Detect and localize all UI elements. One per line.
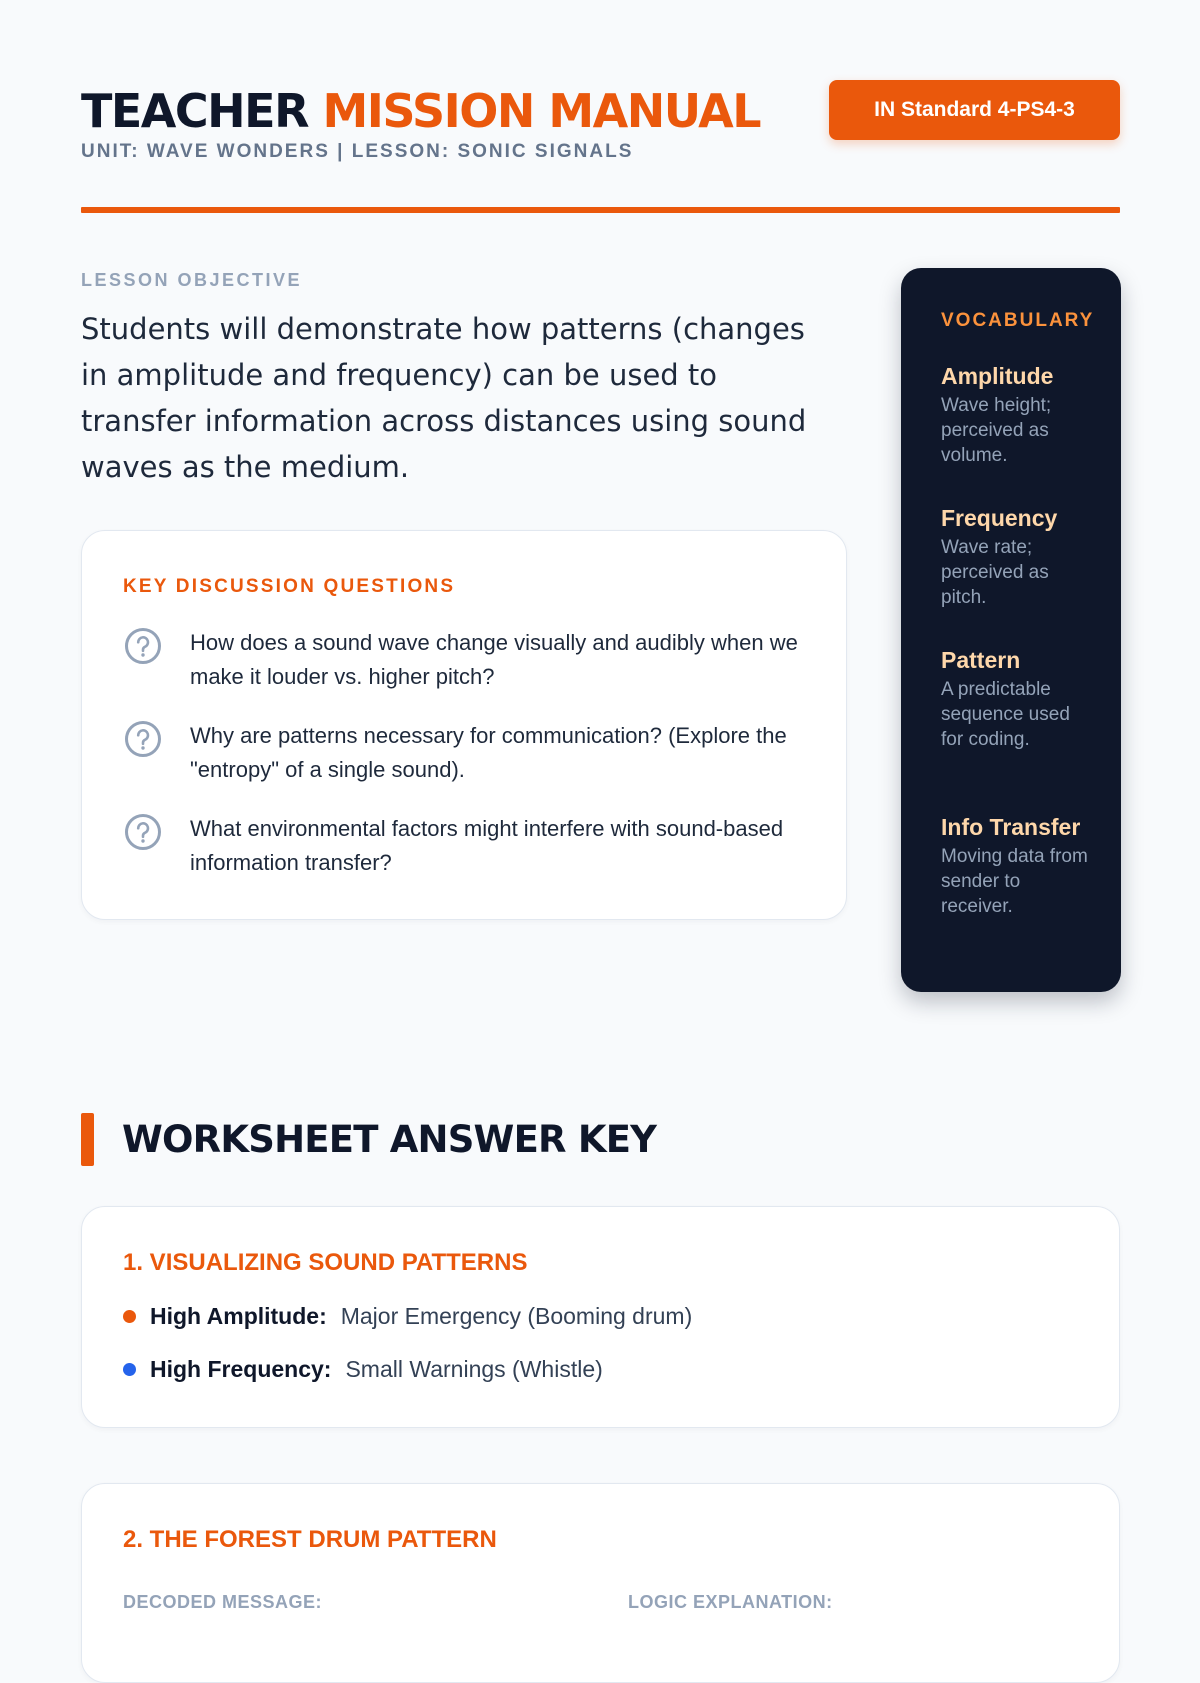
orange-dot-icon <box>123 1310 136 1323</box>
vocab-item-info-transfer <box>941 811 1091 919</box>
discussion-heading: KEY DISCUSSION QUESTIONS <box>123 576 456 597</box>
header-divider <box>81 207 1120 213</box>
logic-explanation-label: LOGIC EXPLANATION: <box>628 1592 833 1612</box>
question-item <box>123 719 813 789</box>
question-text: What environmental factors might interfere with sound-based information transfer? <box>190 816 784 875</box>
vocab-definition: Wave rate; perceived as pitch. <box>941 537 1049 608</box>
question-text: Why are patterns necessary for communication? (Explore the "entropy" of a single sound). <box>190 723 787 782</box>
objective-text: Students will demonstrate how patterns (changes in amplitude and frequency) can be used to transfer information across distances using sound waves as the medium. <box>81 312 807 484</box>
vocab-term: Amplitude <box>941 363 1054 389</box>
discussion-questions-card <box>81 530 847 920</box>
vocab-item-pattern <box>941 644 1091 752</box>
title-main: TEACHER <box>81 84 309 138</box>
answer-label: High Frequency: <box>150 1355 332 1382</box>
section-accent-bar <box>81 1113 94 1166</box>
vocabulary-heading: VOCABULARY <box>941 310 1095 331</box>
section-1-title: 1. VISUALIZING SOUND PATTERNS <box>123 1249 528 1276</box>
vocab-term: Pattern <box>941 647 1021 673</box>
question-circle-icon <box>123 719 163 759</box>
vocabulary-panel <box>901 268 1121 992</box>
page-title <box>81 80 760 142</box>
vocab-term: Info Transfer <box>941 814 1081 840</box>
question-circle-icon <box>123 626 163 666</box>
worksheet-section-2-card <box>81 1483 1120 1683</box>
worksheet-section-1-card <box>81 1206 1120 1428</box>
question-item <box>123 626 813 696</box>
blue-dot-icon <box>123 1363 136 1376</box>
answer-value: Small Warnings (Whistle) <box>345 1355 603 1382</box>
standard-badge: IN Standard 4-PS4-3 <box>829 80 1120 140</box>
lesson-subtitle: UNIT: WAVE WONDERS | LESSON: SONIC SIGNALS <box>81 141 634 162</box>
vocab-term: Frequency <box>941 505 1058 531</box>
answer-label: High Amplitude: <box>150 1302 327 1329</box>
header <box>81 80 1120 215</box>
vocab-definition: Wave height; perceived as volume. <box>941 395 1052 466</box>
objective-label: LESSON OBJECTIVE <box>81 270 303 290</box>
question-text: How does a sound wave change visually and audibly when we make it louder vs. higher pitch? <box>190 630 798 689</box>
title-accent: MISSION MANUAL <box>322 84 761 138</box>
question-circle-icon <box>123 812 163 852</box>
section-2-title: 2. THE FOREST DRUM PATTERN <box>123 1526 497 1553</box>
question-item <box>123 812 813 882</box>
decoded-message-label: DECODED MESSAGE: <box>123 1592 323 1612</box>
worksheet-title: WORKSHEET ANSWER KEY <box>122 1118 657 1161</box>
vocab-item-frequency <box>941 502 1091 610</box>
answer-item-frequency <box>123 1352 603 1386</box>
answer-value: Major Emergency (Booming drum) <box>340 1302 693 1329</box>
vocab-definition: Moving data from sender to receiver. <box>941 846 1088 917</box>
vocab-item-amplitude <box>941 360 1091 468</box>
answer-item-amplitude <box>123 1299 692 1333</box>
vocab-definition: A predictable sequence used for coding. <box>941 679 1070 750</box>
